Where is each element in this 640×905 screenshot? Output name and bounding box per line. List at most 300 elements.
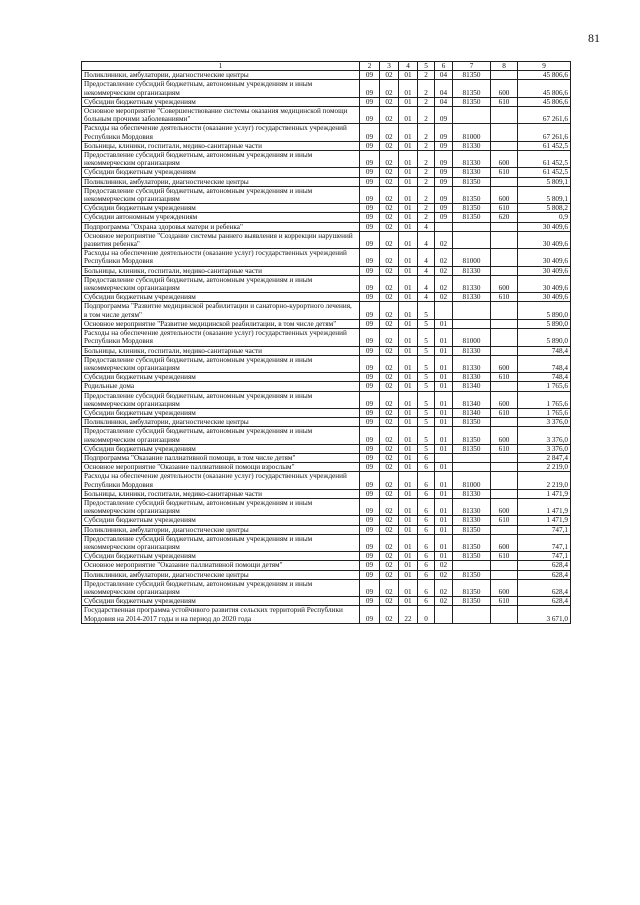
code-direction: 81350 (453, 552, 491, 561)
table-row (82, 266, 571, 275)
code-program: 01 (399, 570, 418, 579)
code-program: 01 (399, 293, 418, 302)
row-label: Государственная программа устойчивого развития сельских территорий Республики Мордовия на 2014-2017 годы и на период до 2020 года (82, 606, 360, 623)
code-subprogram: 5 (418, 408, 435, 417)
row-amount: 5 890,0 (518, 302, 571, 319)
code-subprogram: 5 (418, 302, 435, 319)
code-subprogram: 2 (418, 168, 435, 177)
code-subprogram: 2 (418, 107, 435, 124)
table-row (82, 355, 571, 372)
code-direction: 81000 (453, 472, 491, 489)
code-subprogram: 2 (418, 80, 435, 97)
code-subprogram: 2 (418, 213, 435, 222)
code-direction: 81330 (453, 275, 491, 292)
row-label: Предоставление субсидий бюджетным, автономным учреждениям и иным некоммерческим организациям (82, 80, 360, 97)
code-expense-type: 600 (491, 80, 518, 97)
row-amount: 3 376,0 (518, 444, 571, 453)
row-label: Субсидии бюджетным учреждениям (82, 597, 360, 606)
code-subprogram: 6 (418, 489, 435, 498)
code-program: 01 (399, 561, 418, 570)
code-measure: 01 (435, 463, 453, 472)
code-section: 02 (380, 124, 399, 141)
code-expense-type (491, 231, 518, 248)
code-direction: 81340 (453, 391, 491, 408)
code-section: 02 (380, 204, 399, 213)
code-program: 01 (399, 427, 418, 444)
code-ministry: 09 (360, 472, 380, 489)
table-row (82, 346, 571, 355)
code-program: 01 (399, 266, 418, 275)
row-label: Расходы на обеспечение деятельности (оказание услуг) государственных учреждений Республики Мордовия (82, 472, 360, 489)
code-program: 01 (399, 107, 418, 124)
code-direction: 81330 (453, 498, 491, 515)
code-ministry: 09 (360, 373, 380, 382)
row-amount: 3 376,0 (518, 418, 571, 427)
table-row (82, 597, 571, 606)
code-program: 01 (399, 382, 418, 391)
row-amount: 30 409,6 (518, 249, 571, 266)
table-row (82, 80, 571, 97)
code-subprogram: 6 (418, 597, 435, 606)
code-subprogram: 6 (418, 579, 435, 596)
code-expense-type: 610 (491, 516, 518, 525)
row-amount: 628,4 (518, 570, 571, 579)
code-section: 02 (380, 408, 399, 417)
code-ministry: 09 (360, 561, 380, 570)
header-cell: 2 (360, 62, 380, 71)
row-amount: 45 806,6 (518, 80, 571, 97)
table-row (82, 124, 571, 141)
code-section: 02 (380, 552, 399, 561)
code-section: 02 (380, 472, 399, 489)
code-ministry: 09 (360, 168, 380, 177)
code-direction: 81350 (453, 597, 491, 606)
code-expense-type (491, 302, 518, 319)
row-label: Основное мероприятие "Совершенствование системы оказания медицинской помощи больным прочими заболеваниями" (82, 107, 360, 124)
code-ministry: 09 (360, 427, 380, 444)
row-amount: 1 471,9 (518, 498, 571, 515)
row-label: Поликлиники, амбулатории, диагностические центры (82, 570, 360, 579)
row-label: Субсидии бюджетным учреждениям (82, 552, 360, 561)
code-ministry: 09 (360, 107, 380, 124)
table-row (82, 293, 571, 302)
code-direction: 81350 (453, 186, 491, 203)
table-row (82, 561, 571, 570)
code-measure: 01 (435, 472, 453, 489)
row-label: Основное мероприятие "Развитие медицинской реабилитации, в том числе детям" (82, 319, 360, 328)
code-ministry: 09 (360, 266, 380, 275)
row-amount: 628,4 (518, 597, 571, 606)
code-subprogram: 5 (418, 355, 435, 372)
code-section: 02 (380, 293, 399, 302)
row-label: Субсидии бюджетным учреждениям (82, 373, 360, 382)
code-ministry: 09 (360, 213, 380, 222)
code-direction: 81350 (453, 525, 491, 534)
code-subprogram: 5 (418, 391, 435, 408)
code-ministry: 09 (360, 275, 380, 292)
code-section: 02 (380, 319, 399, 328)
code-direction: 81340 (453, 382, 491, 391)
code-direction: 81350 (453, 534, 491, 551)
code-section: 02 (380, 177, 399, 186)
code-direction (453, 606, 491, 623)
code-expense-type (491, 561, 518, 570)
code-section: 02 (380, 141, 399, 150)
code-measure: 01 (435, 418, 453, 427)
code-measure (435, 302, 453, 319)
code-section: 02 (380, 222, 399, 231)
code-program: 01 (399, 408, 418, 417)
code-expense-type: 600 (491, 275, 518, 292)
row-label: Больницы, клиники, госпитали, медико-санитарные части (82, 141, 360, 150)
code-program: 01 (399, 534, 418, 551)
table-row (82, 204, 571, 213)
code-ministry: 09 (360, 204, 380, 213)
code-section: 02 (380, 80, 399, 97)
code-expense-type (491, 489, 518, 498)
code-ministry: 09 (360, 355, 380, 372)
code-program: 01 (399, 319, 418, 328)
code-section: 02 (380, 186, 399, 203)
row-amount: 3 671,0 (518, 606, 571, 623)
code-direction: 81000 (453, 249, 491, 266)
code-expense-type (491, 346, 518, 355)
code-direction: 81330 (453, 168, 491, 177)
table-row (82, 275, 571, 292)
header-cell: 7 (453, 62, 491, 71)
row-label: Поликлиники, амбулатории, диагностические центры (82, 71, 360, 80)
code-section: 02 (380, 444, 399, 453)
table-row (82, 489, 571, 498)
code-ministry: 09 (360, 570, 380, 579)
code-subprogram: 6 (418, 561, 435, 570)
code-expense-type (491, 71, 518, 80)
code-expense-type (491, 472, 518, 489)
code-expense-type (491, 525, 518, 534)
code-subprogram: 2 (418, 71, 435, 80)
code-subprogram: 6 (418, 516, 435, 525)
row-amount: 747,1 (518, 534, 571, 551)
code-measure: 09 (435, 141, 453, 150)
header-cell: 3 (380, 62, 399, 71)
code-expense-type (491, 222, 518, 231)
row-label: Подпрограмма "Развитие медицинской реабилитации и санаторно-курортного лечения, в том числе детям" (82, 302, 360, 319)
row-amount: 61 452,5 (518, 168, 571, 177)
code-expense-type: 600 (491, 498, 518, 515)
code-program: 01 (399, 525, 418, 534)
code-expense-type (491, 418, 518, 427)
code-measure: 01 (435, 373, 453, 382)
code-ministry: 09 (360, 579, 380, 596)
header-cell: 9 (518, 62, 571, 71)
code-section: 02 (380, 346, 399, 355)
code-program: 01 (399, 489, 418, 498)
budget-table-body (82, 62, 571, 624)
code-subprogram: 6 (418, 453, 435, 462)
code-direction: 81330 (453, 293, 491, 302)
code-expense-type: 610 (491, 408, 518, 417)
code-direction (453, 561, 491, 570)
code-expense-type (491, 124, 518, 141)
code-program: 01 (399, 346, 418, 355)
code-section: 02 (380, 151, 399, 168)
code-measure: 02 (435, 266, 453, 275)
code-ministry: 09 (360, 606, 380, 623)
code-direction: 81330 (453, 346, 491, 355)
code-ministry: 09 (360, 453, 380, 462)
code-expense-type: 620 (491, 213, 518, 222)
row-label: Расходы на обеспечение деятельности (оказание услуг) государственных учреждений Республики Мордовия (82, 249, 360, 266)
code-program: 01 (399, 302, 418, 319)
code-expense-type: 610 (491, 204, 518, 213)
code-program: 01 (399, 418, 418, 427)
code-subprogram: 4 (418, 266, 435, 275)
code-ministry: 09 (360, 186, 380, 203)
table-row (82, 525, 571, 534)
code-ministry: 09 (360, 97, 380, 106)
row-label: Субсидии бюджетным учреждениям (82, 444, 360, 453)
code-expense-type: 600 (491, 186, 518, 203)
code-subprogram: 6 (418, 463, 435, 472)
code-program: 01 (399, 222, 418, 231)
row-label: Субсидии бюджетным учреждениям (82, 408, 360, 417)
code-measure: 01 (435, 355, 453, 372)
row-amount: 3 376,0 (518, 427, 571, 444)
table-row (82, 168, 571, 177)
row-amount: 2 219,0 (518, 463, 571, 472)
code-direction: 81350 (453, 204, 491, 213)
code-expense-type (491, 319, 518, 328)
code-section: 02 (380, 453, 399, 462)
code-measure: 09 (435, 124, 453, 141)
row-label: Предоставление субсидий бюджетным, автономным учреждениям и иным некоммерческим организациям (82, 427, 360, 444)
code-subprogram: 5 (418, 444, 435, 453)
code-measure: 01 (435, 552, 453, 561)
row-label: Поликлиники, амбулатории, диагностические центры (82, 525, 360, 534)
code-ministry: 09 (360, 249, 380, 266)
code-direction (453, 302, 491, 319)
row-label: Предоставление субсидий бюджетным, автономным учреждениям и иным некоммерческим организациям (82, 534, 360, 551)
row-label: Субсидии бюджетным учреждениям (82, 168, 360, 177)
code-direction: 81350 (453, 418, 491, 427)
code-direction: 81330 (453, 373, 491, 382)
table-row (82, 249, 571, 266)
code-subprogram: 4 (418, 231, 435, 248)
code-direction (453, 453, 491, 462)
code-ministry: 09 (360, 293, 380, 302)
code-program: 01 (399, 579, 418, 596)
code-expense-type: 610 (491, 597, 518, 606)
code-section: 02 (380, 71, 399, 80)
code-direction (453, 463, 491, 472)
code-subprogram: 4 (418, 249, 435, 266)
code-measure: 09 (435, 151, 453, 168)
row-label: Основное мероприятие "Оказание паллиативной помощи детям" (82, 561, 360, 570)
row-amount: 748,4 (518, 373, 571, 382)
code-program: 01 (399, 329, 418, 346)
code-ministry: 09 (360, 552, 380, 561)
table-row (82, 418, 571, 427)
code-measure: 02 (435, 570, 453, 579)
code-ministry: 09 (360, 319, 380, 328)
row-label: Больницы, клиники, госпитали, медико-санитарные части (82, 346, 360, 355)
table-row (82, 186, 571, 203)
table-row (82, 231, 571, 248)
code-section: 02 (380, 418, 399, 427)
code-section: 02 (380, 498, 399, 515)
row-amount: 5 809,1 (518, 186, 571, 203)
code-program: 01 (399, 453, 418, 462)
code-ministry: 09 (360, 151, 380, 168)
row-label: Подпрограмма "Охрана здоровья матери и ребенка" (82, 222, 360, 231)
code-expense-type (491, 382, 518, 391)
row-amount: 30 409,6 (518, 231, 571, 248)
code-section: 02 (380, 355, 399, 372)
row-label: Предоставление субсидий бюджетным, автономным учреждениям и иным некоммерческим организациям (82, 275, 360, 292)
code-measure (435, 222, 453, 231)
code-direction: 81350 (453, 80, 491, 97)
code-expense-type (491, 107, 518, 124)
code-measure: 02 (435, 579, 453, 596)
row-amount: 628,4 (518, 579, 571, 596)
table-header-row (82, 62, 571, 71)
code-subprogram: 6 (418, 525, 435, 534)
code-expense-type: 600 (491, 355, 518, 372)
row-amount: 30 409,6 (518, 275, 571, 292)
code-measure: 01 (435, 319, 453, 328)
code-ministry: 09 (360, 534, 380, 551)
table-row (82, 71, 571, 80)
row-amount: 5 809,1 (518, 177, 571, 186)
code-section: 02 (380, 489, 399, 498)
row-amount: 30 409,6 (518, 266, 571, 275)
code-section: 02 (380, 107, 399, 124)
row-amount: 747,1 (518, 552, 571, 561)
code-program: 01 (399, 516, 418, 525)
row-amount: 5 890,0 (518, 319, 571, 328)
code-expense-type (491, 453, 518, 462)
code-section: 02 (380, 302, 399, 319)
row-amount: 45 806,6 (518, 71, 571, 80)
code-direction (453, 319, 491, 328)
code-expense-type (491, 463, 518, 472)
code-subprogram: 2 (418, 186, 435, 203)
row-amount: 2 219,0 (518, 472, 571, 489)
code-direction: 81330 (453, 489, 491, 498)
row-amount: 747,1 (518, 525, 571, 534)
header-cell: 6 (435, 62, 453, 71)
code-section: 02 (380, 168, 399, 177)
code-measure: 01 (435, 408, 453, 417)
table-row (82, 516, 571, 525)
code-expense-type (491, 606, 518, 623)
code-measure: 09 (435, 177, 453, 186)
row-amount: 748,4 (518, 346, 571, 355)
code-program: 01 (399, 204, 418, 213)
code-measure: 01 (435, 382, 453, 391)
table-row (82, 534, 571, 551)
code-expense-type: 610 (491, 552, 518, 561)
table-row (82, 329, 571, 346)
row-label: Предоставление субсидий бюджетным, автономным учреждениям и иным некоммерческим организациям (82, 355, 360, 372)
table-row (82, 498, 571, 515)
table-row (82, 606, 571, 623)
page-number: 81 (588, 31, 600, 45)
code-section: 02 (380, 329, 399, 346)
code-expense-type: 600 (491, 534, 518, 551)
code-section: 02 (380, 534, 399, 551)
code-subprogram: 5 (418, 319, 435, 328)
row-amount: 5 808,2 (518, 204, 571, 213)
row-amount: 30 409,6 (518, 293, 571, 302)
code-section: 02 (380, 249, 399, 266)
code-expense-type: 600 (491, 579, 518, 596)
row-amount: 1 765,6 (518, 408, 571, 417)
code-section: 02 (380, 579, 399, 596)
code-program: 01 (399, 151, 418, 168)
table-row (82, 453, 571, 462)
table-row (82, 373, 571, 382)
code-section: 02 (380, 525, 399, 534)
code-direction (453, 231, 491, 248)
code-direction: 81350 (453, 71, 491, 80)
code-ministry: 09 (360, 489, 380, 498)
row-amount: 0,9 (518, 213, 571, 222)
code-measure: 02 (435, 249, 453, 266)
code-program: 22 (399, 606, 418, 623)
code-section: 02 (380, 570, 399, 579)
code-program: 01 (399, 97, 418, 106)
table-row (82, 427, 571, 444)
table-row (82, 579, 571, 596)
code-measure (435, 606, 453, 623)
code-subprogram: 2 (418, 141, 435, 150)
code-expense-type (491, 570, 518, 579)
code-program: 01 (399, 498, 418, 515)
code-expense-type: 610 (491, 168, 518, 177)
code-section: 02 (380, 391, 399, 408)
table-row (82, 382, 571, 391)
table-row (82, 107, 571, 124)
code-measure (435, 453, 453, 462)
code-direction: 81350 (453, 570, 491, 579)
code-section: 02 (380, 597, 399, 606)
table-row (82, 97, 571, 106)
code-ministry: 09 (360, 498, 380, 515)
table-row (82, 391, 571, 408)
code-program: 01 (399, 186, 418, 203)
code-ministry: 09 (360, 231, 380, 248)
row-label: Предоставление субсидий бюджетным, автономным учреждениям и иным некоммерческим организациям (82, 151, 360, 168)
code-ministry: 09 (360, 391, 380, 408)
code-section: 02 (380, 275, 399, 292)
code-direction: 81350 (453, 427, 491, 444)
row-label: Предоставление субсидий бюджетным, автономным учреждениям и иным некоммерческим организациям (82, 391, 360, 408)
code-measure: 02 (435, 231, 453, 248)
row-label: Субсидии бюджетным учреждениям (82, 97, 360, 106)
code-program: 01 (399, 444, 418, 453)
code-measure: 01 (435, 329, 453, 346)
code-direction: 81350 (453, 97, 491, 106)
code-program: 01 (399, 71, 418, 80)
code-subprogram: 6 (418, 534, 435, 551)
table-row (82, 319, 571, 328)
code-ministry: 09 (360, 141, 380, 150)
code-measure: 01 (435, 391, 453, 408)
code-direction: 81330 (453, 151, 491, 168)
table-row (82, 444, 571, 453)
code-subprogram: 5 (418, 427, 435, 444)
